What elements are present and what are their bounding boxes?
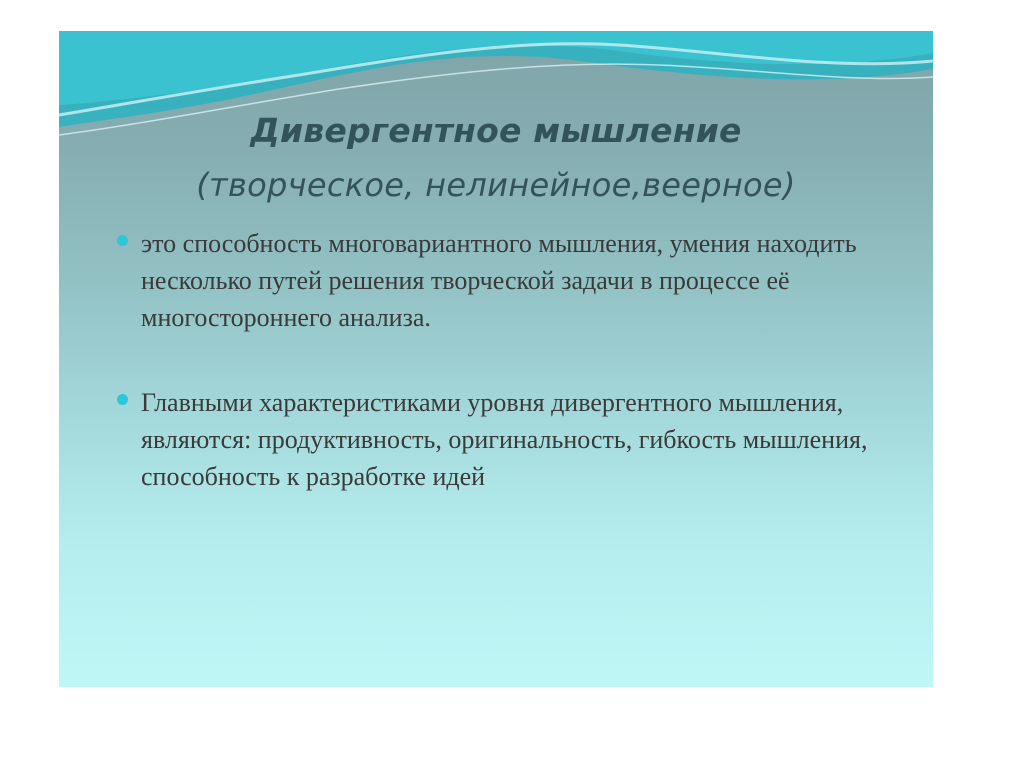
bullet-item: Главными характеристиками уровня дивергентного мышления, являются: продуктивность, оригинальность, гибкость мышления, способность к разработке идей	[141, 388, 868, 491]
slide-title: Дивергентное мышление	[250, 111, 742, 150]
slide	[59, 31, 933, 687]
bullet-dot-icon	[117, 235, 128, 246]
bullet-item: это способность многовариантного мышления, умения находить несколько путей решения творческой задачи в процессе её многостороннего анализа.	[141, 229, 857, 332]
bullet-dot-icon	[117, 394, 128, 405]
bullet-list	[59, 31, 933, 687]
slide-subtitle: (творческое, нелинейное,веерное)	[196, 166, 796, 204]
